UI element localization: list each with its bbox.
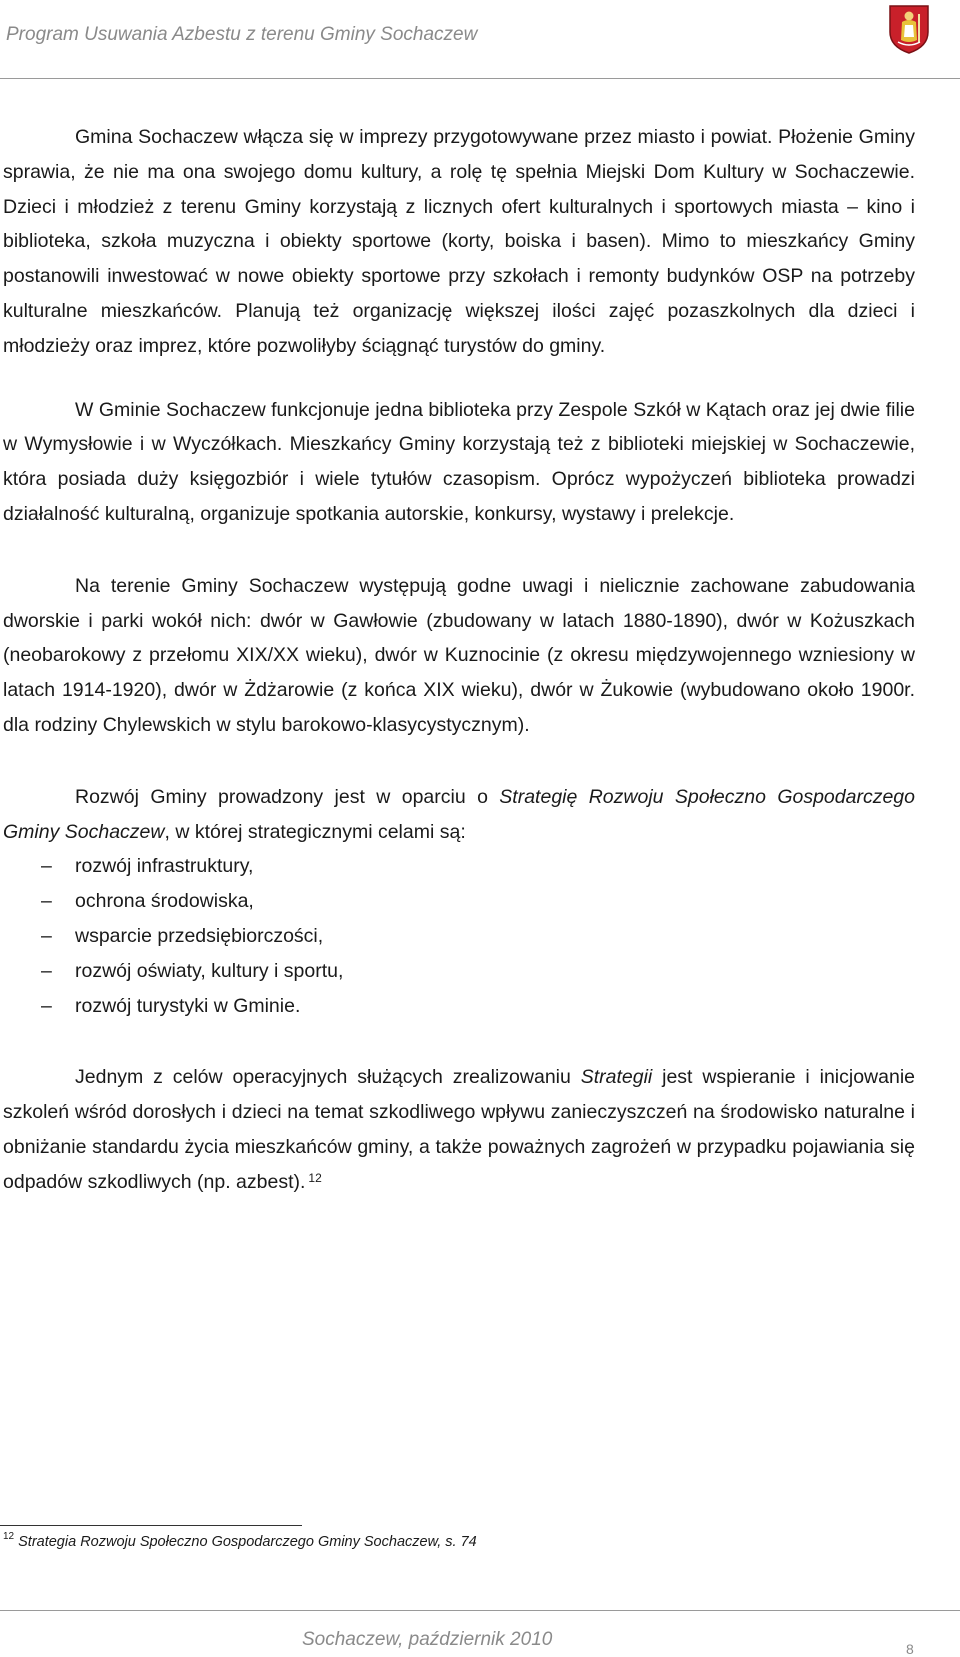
footer-divider: [0, 1610, 960, 1611]
list-item: [3, 884, 915, 919]
list-item: [3, 954, 915, 989]
strategy-title: Strategię Rozwoju Społeczno Gospodarczego Gminy Sochaczew: [3, 785, 915, 843]
list-item-text: rozwój oświaty, kultury i sportu,: [75, 959, 344, 982]
paragraph-education: [3, 1060, 915, 1199]
list-item: [3, 849, 915, 884]
list-item: [3, 919, 915, 954]
footnote-number: 12: [3, 1531, 15, 1542]
education-text-after: jest wspieranie i inicjowanie szkoleń wśród dorosłych i dzieci na temat szkodliwego wpływu zanieczyszczeń na środowisko naturalne i obniżanie standardu życia mieszkańców gminy, a także poważnych zagrożeń w przypadku pojawiania się odpadów szkodliwych (np. azbest).: [3, 1066, 915, 1193]
list-item: [3, 989, 915, 1024]
dash-bullet: –: [41, 890, 52, 913]
paragraph-library: W Gminie Sochaczew funkcjonuje jedna biblioteka przy Zespole Szkół w Kątach oraz jej dwie filie w Wymysłowie i w Wyczółkach. Mieszkańcy Gminy korzystają też z biblioteki miejskiej w Sochaczewie, która posiada duży księgozbiór i wiele tytułów czasopism. Oprócz wypożyczeń biblioteka prowadzi działalność kulturalną, organizuje spotkania autorskie, konkursy, wystawy i prelekcje.: [3, 398, 915, 525]
paragraph-culture: Gmina Sochaczew włącza się w imprezy przygotowywane przez miasto i powiat. Płożenie Gminy sprawia, że nie ma ona swojego domu kultury, a rolę tę spełnia Miejski Dom Kultury w Sochaczewie. Dzieci i młodzież z terenu Gminy korzystają z licznych ofert kulturalnych i sportowych miasta – kino i biblioteka, szkoła muzyczna i obiekty sportowe (korty, boiska i basen). Mimo to mieszkańcy Gminy postanowili inwestować w nowe obiekty sportowe przy szkołach i remonty budynków OSP na potrzeby kulturalne mieszkańców. Planują też organizację większej ilości zajęć pozaszkolnych dla dzieci i młodzieży oraz imprez, które pozwoliłyby ściągnąć turystów do gminy.: [3, 126, 915, 357]
header-divider: [0, 78, 960, 79]
dash-bullet: –: [41, 959, 52, 982]
strategy-text-after: , w której strategicznymi celami są:: [164, 820, 466, 843]
strategy-text-before: Rozwój Gminy prowadzony jest w oparciu o: [75, 785, 500, 808]
dash-bullet: –: [41, 855, 52, 878]
dash-bullet: –: [41, 994, 52, 1017]
page-number: 8: [906, 1641, 914, 1657]
list-item-text: ochrona środowiska,: [75, 890, 254, 913]
footnote-divider: [0, 1525, 302, 1526]
list-item-text: rozwój infrastruktury,: [75, 855, 254, 878]
coat-of-arms-icon: [888, 4, 930, 54]
education-text-before: Jednym z celów operacyjnych służących zrealizowaniu: [75, 1066, 581, 1089]
document-body: [3, 120, 915, 1200]
strategic-goals-list: [3, 849, 915, 1023]
page-header: [0, 0, 960, 80]
paragraph-manors: Na terenie Gminy Sochaczew występują godne uwagi i nielicznie zachowane zabudowania dworskie i parki wokół nich: dwór w Gawłowie (zbudowany w latach 1880-1890), dwór w Kożuszkach (neobarokowy z przełomu XIX/XX wieku), dwór w Kuznocinie (z okresu międzywojennego wzniesiony w latach 1914-1920), dwór w Żdżarowie (z końca XIX wieku), dwór w Żukowie (wybudowano około 1900r. dla rodziny Chylewskich w stylu barokowo-klasycystycznym).: [3, 574, 915, 736]
list-item-text: rozwój turystyki w Gminie.: [75, 994, 301, 1017]
footer-text: Sochaczew, październik 2010: [302, 1629, 553, 1650]
list-item-text: wsparcie przedsiębiorczości,: [75, 924, 324, 947]
footnote: [3, 1531, 477, 1550]
paragraph-strategy: [3, 780, 915, 850]
header-title: Program Usuwania Azbestu z terenu Gminy Sochaczew: [6, 24, 478, 45]
strategy-reference: Strategii: [580, 1066, 653, 1089]
footnote-reference[interactable]: 12: [308, 1170, 322, 1185]
footnote-text: Strategia Rozwoju Społeczno Gospodarczego Gminy Sochaczew, s. 74: [18, 1534, 477, 1550]
dash-bullet: –: [41, 924, 52, 947]
